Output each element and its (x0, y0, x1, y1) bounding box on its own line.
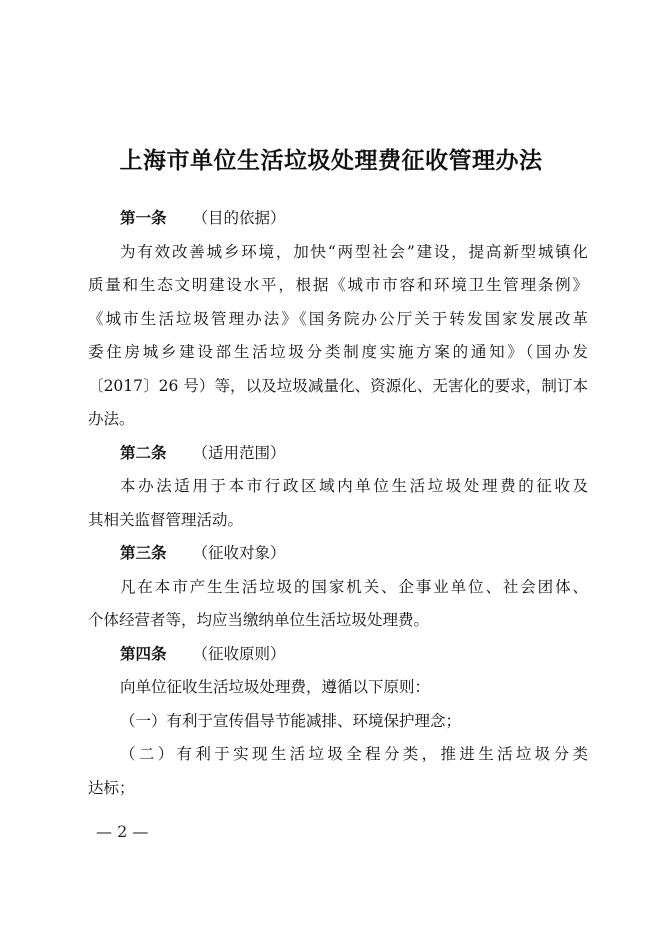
article-1-line: 委住房城乡建设部生活垃圾分类制度实施方案的通知》（国办发 (88, 343, 588, 361)
article-4-header (88, 638, 588, 672)
article-3-header (88, 537, 588, 571)
article-1-line: 办法。 (88, 410, 135, 428)
article-4-line: （一）有利于宣传倡导节能减排、环境保护理念； (120, 711, 462, 730)
article-3-number: 第三条 (120, 544, 167, 562)
article-1-line: 《城市生活垃圾管理办法》《国务院办公厅关于转发国家发展改革 (88, 309, 588, 328)
article-1-header (88, 202, 588, 236)
article-4-line: 向单位征收生活垃圾处理费，遵循以下原则： (120, 678, 431, 696)
article-3-line: 个体经营者等，均应当缴纳单位生活垃圾处理费。 (88, 611, 430, 629)
article-1-subject: （目的依据） (192, 209, 286, 227)
article-4-subject: （征收原则） (192, 644, 286, 663)
article-2-line: 本办法适用于本市行政区域内单位生活垃圾处理费的征收及 (120, 477, 588, 495)
article-2-number: 第二条 (120, 443, 167, 462)
article-4-number: 第四条 (120, 644, 167, 663)
article-1-line: 质量和生态文明建设水平，根据《城市市容和环境卫生管理条例》 (88, 276, 588, 294)
document-title: 上海市单位生活垃圾处理费征收管理办法 (119, 148, 543, 174)
article-3-subject: （征收对象） (192, 544, 286, 562)
page-number: — 2 — (96, 822, 149, 841)
article-1-line: 为有效改善城乡环境，加快“两型社会”建设，提高新型城镇化 (120, 242, 588, 261)
article-4-line: 达标； (88, 778, 135, 797)
article-2-header (88, 437, 588, 471)
document-body (88, 202, 588, 805)
article-1-number: 第一条 (120, 209, 167, 227)
article-2-subject: （适用范围） (192, 443, 286, 462)
article-3-line: 凡在本市产生生活垃圾的国家机关、企事业单位、社会团体、 (120, 577, 588, 596)
article-4-line: （二）有利于实现生活垃圾全程分类，推进生活垃圾分类 (120, 745, 588, 763)
article-2-line: 其相关监督管理活动。 (88, 510, 244, 529)
article-1-line: 〔2017〕26 号）等，以及垃圾减量化、资源化、无害化的要求，制订本 (88, 376, 588, 395)
